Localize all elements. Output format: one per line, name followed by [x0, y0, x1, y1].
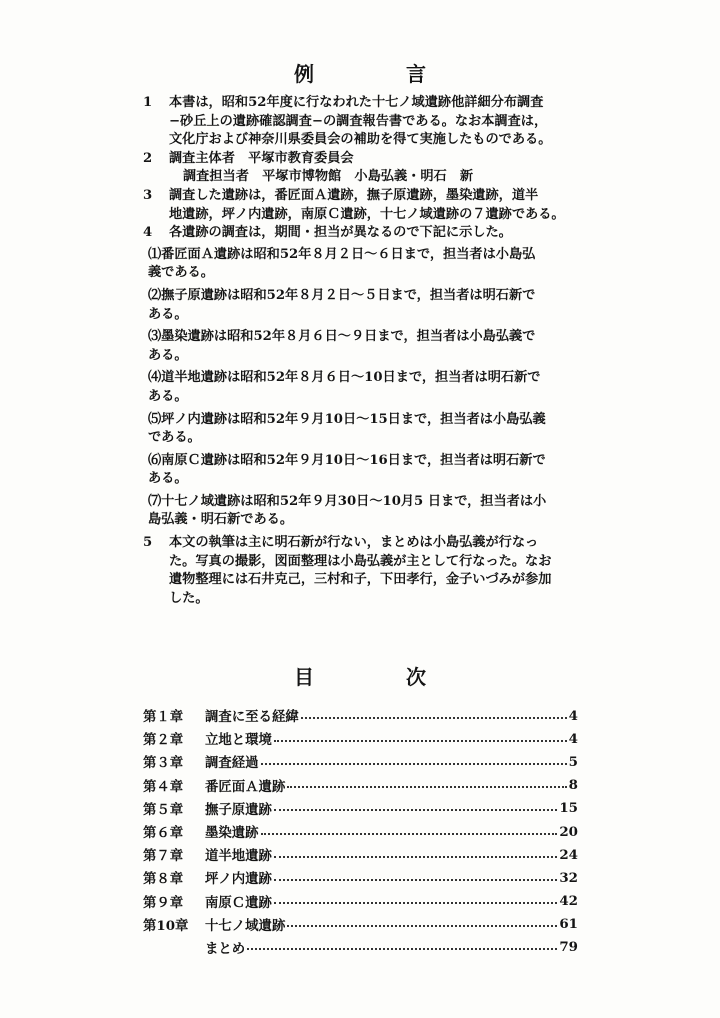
note-item: [143, 246, 591, 283]
toc-row: [143, 890, 578, 913]
note-item: [143, 493, 591, 530]
toc-leader-dots: [274, 902, 557, 904]
note-item: [143, 287, 591, 324]
note-number: 1: [143, 95, 153, 110]
note-line: 本文の執筆は主に明石新が行ない，まとめは小島弘義が行なっ: [169, 535, 539, 551]
toc-page-number: 32: [559, 869, 578, 886]
note-number: 2: [143, 150, 153, 166]
toc-leader-dots: [287, 786, 566, 788]
toc-leader-dots: [274, 879, 557, 881]
toc-leader-dots: [261, 763, 567, 765]
note-line: た。写真の撮影，図面整理は小島弘義が主として行なった。なお: [169, 553, 552, 569]
note-item-line: ある。: [148, 388, 188, 404]
toc-page-number: 61: [559, 916, 578, 933]
note-item-list: [143, 246, 591, 530]
preface-note: [143, 224, 591, 243]
note-item-line: ある。: [148, 347, 188, 363]
toc-chapter-title: 番匠面Ａ遺跡: [205, 778, 286, 795]
toc-row: [143, 820, 578, 843]
note-item-line: 義である。: [148, 265, 214, 281]
toc-page-number: 42: [559, 893, 578, 910]
note-item-line: ある。: [148, 471, 188, 487]
toc-leader-dots: [301, 717, 567, 719]
toc-row: [143, 936, 578, 959]
note-line: 文化庁および神奈川県委員会の補助を得て実施したものである。: [169, 132, 552, 148]
preface-notes: [143, 94, 591, 608]
note-item-line: ⑶墨染遺跡は昭和52年８月６日〜９日まで，担当者は小島弘義で: [148, 329, 536, 345]
toc-leader-dots: [261, 833, 558, 835]
note-line: 調査した遺跡は，番匠面Ａ遺跡，撫子原遺跡，墨染遺跡，道半: [169, 187, 539, 203]
toc-row: [143, 727, 578, 750]
toc-chapter-number: 第５章: [143, 801, 184, 818]
toc-leader-dots: [274, 809, 557, 811]
toc-page-number: 24: [559, 846, 578, 863]
note-number: 5: [143, 535, 153, 551]
note-item: [143, 452, 591, 489]
toc-page-number: 20: [559, 823, 578, 840]
note-item-line: ⑸坪ノ内遺跡は昭和52年９月10日〜15日まで，担当者は小島弘義: [148, 411, 546, 427]
toc-page-number: 15: [559, 800, 578, 817]
preface-title: 例 言: [294, 62, 462, 86]
preface-note: [143, 94, 591, 150]
note-item: [143, 369, 591, 406]
toc-row: [143, 913, 578, 936]
toc-page-number: 4: [568, 730, 578, 747]
note-item-line: ある。: [148, 306, 188, 322]
contents-title: 目 次: [294, 665, 462, 689]
note-line: 地遺跡，坪ノ内遺跡，南原Ｃ遺跡，十七ノ域遺跡の７遺跡である。: [169, 206, 565, 222]
note-number: 3: [143, 187, 153, 203]
toc-leader-dots: [287, 925, 557, 927]
table-of-contents: [143, 704, 578, 959]
toc-chapter-title: 調査に至る経緯: [205, 709, 299, 726]
note-item-line: ⑹南原Ｃ遺跡は昭和52年９月10日〜16日まで，担当者は明石新で: [148, 452, 546, 468]
toc-chapter-title: 道半地遺跡: [205, 848, 272, 865]
toc-chapter-title: 撫子原遺跡: [205, 801, 272, 818]
toc-page-number: 79: [559, 939, 578, 956]
note-item-line: ⑴番匠面Ａ遺跡は昭和52年８月２日〜６日まで，担当者は小島弘: [148, 246, 536, 262]
toc-chapter-number: 第10章: [143, 917, 189, 934]
preface-note: [143, 150, 591, 169]
toc-row: [143, 774, 578, 797]
toc-chapter-number: 第９章: [143, 894, 184, 911]
toc-row: [143, 797, 578, 820]
toc-chapter-number: 第８章: [143, 871, 184, 888]
note-item: [143, 411, 591, 448]
toc-row: [143, 704, 578, 727]
toc-chapter-title: 十七ノ域遺跡: [205, 917, 286, 934]
note-subline: 調査担当者 平塚市博物館 小島弘義・明石 新: [183, 169, 474, 185]
toc-row: [143, 750, 578, 773]
toc-leader-dots: [247, 948, 557, 950]
preface-note: [143, 187, 591, 224]
toc-page-number: 5: [568, 753, 578, 770]
note-item-line: 島弘義・明石新である。: [148, 512, 294, 528]
toc-row: [143, 843, 578, 866]
toc-chapter-number: 第７章: [143, 848, 184, 865]
note-body: [169, 94, 591, 150]
toc-page-number: 4: [568, 707, 578, 724]
toc-chapter-title: まとめ: [205, 940, 246, 957]
note-line: 各遺跡の調査は，期間・担当が異なるので下記に示した。: [169, 225, 512, 241]
note-body: [169, 150, 591, 169]
note-line: 遺物整理には石井克己，三村和子，下田孝行，金子いづみが参加: [169, 572, 552, 588]
toc-row: [143, 866, 578, 889]
toc-leader-dots: [274, 856, 557, 858]
toc-chapter-number: 第３章: [143, 755, 184, 772]
note-item-line: ⑷道半地遺跡は昭和52年８月６日〜10日まで，担当者は明石新で: [148, 370, 541, 386]
toc-chapter-title: 南原Ｃ遺跡: [205, 894, 272, 911]
note-item-line: ⑵撫子原遺跡は昭和52年８月２日〜５日まで，担当者は明石新で: [148, 287, 536, 303]
note-line: 本書は，昭和52年度に行なわれた十七ノ域遺跡他詳細分布調査: [169, 95, 544, 110]
toc-chapter-title: 墨染遺跡: [205, 825, 259, 842]
toc-chapter-number: 第４章: [143, 778, 184, 795]
note-item: [143, 328, 591, 365]
note-line: −砂丘上の遺跡確認調査−の調査報告書である。なお本調査は，: [169, 113, 548, 129]
note-body: [169, 224, 591, 243]
toc-chapter-number: 第１章: [143, 709, 184, 726]
note-item-line: ⑺十七ノ域遺跡は昭和52年９月30日〜10月5 日まで，担当者は小: [148, 493, 547, 509]
note-body: [169, 534, 591, 608]
toc-leader-dots: [274, 740, 567, 742]
note-line: した。: [169, 590, 209, 606]
toc-chapter-number: 第２章: [143, 732, 184, 749]
note-number: 4: [143, 225, 153, 241]
toc-chapter-title: 坪ノ内遺跡: [205, 871, 272, 888]
note-body: [169, 187, 591, 224]
note-line: 調査主体者 平塚市教育委員会: [169, 150, 354, 166]
preface-note: [143, 534, 591, 608]
toc-chapter-title: 調査経過: [205, 755, 259, 772]
toc-chapter-title: 立地と環境: [205, 732, 272, 749]
toc-page-number: 8: [568, 777, 578, 794]
note-item-line: である。: [148, 430, 201, 446]
toc-chapter-number: 第６章: [143, 825, 184, 842]
